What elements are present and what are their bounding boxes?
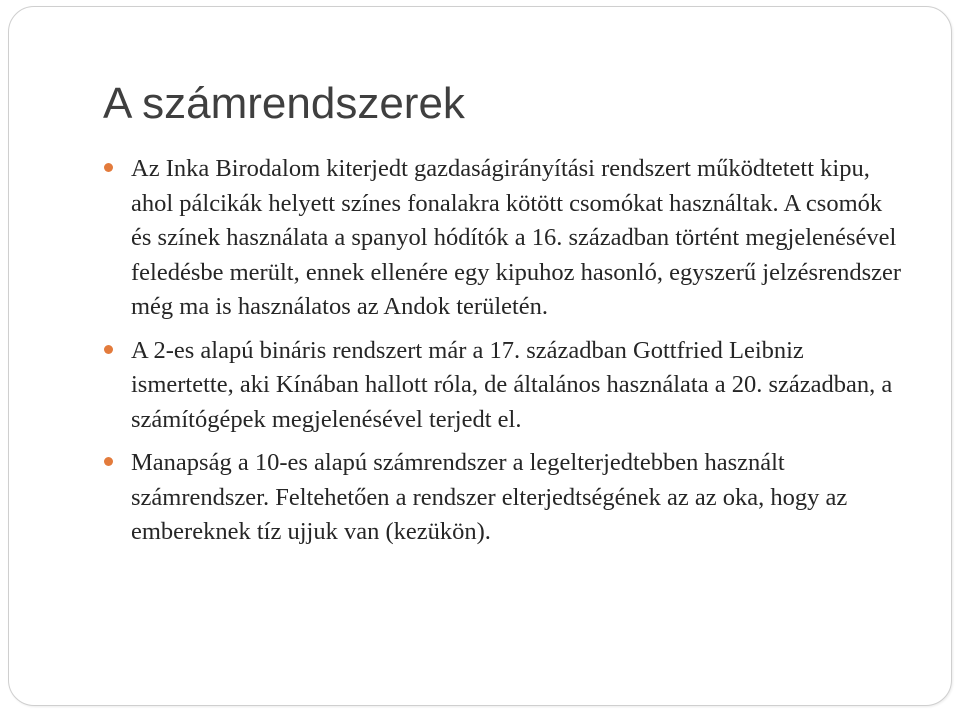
list-item	[104, 334, 904, 438]
slide-title: A számrendszerek	[103, 79, 465, 128]
bullet-dot-icon	[104, 457, 113, 466]
bullet-text: A 2-es alapú bináris rendszert már a 17. században Gottfried Leibniz ismertette, aki Kínában hallott róla, de általános használata a 20. században, a számítógépek megjelenésével terjedt el.	[131, 336, 893, 433]
bullet-dot-icon	[104, 345, 113, 354]
list-item	[104, 152, 904, 325]
bullet-list	[104, 152, 904, 559]
bullet-text: Az Inka Birodalom kiterjedt gazdaságirányítási rendszert működtetett kipu, ahol pálcikák helyett színes fonalakra kötött csomókat használtak. A csomók és színek használata a spanyol hódítók a 16. században történt megjelenésével feledésbe merült, ennek ellenére egy kipuhoz hasonló, egyszerű jelzésrendszer még ma is használatos az Andok területén.	[131, 155, 902, 320]
bullet-text: Manapság a 10-es alapú számrendszer a legelterjedtebben használt számrendszer. Feltehetően a rendszer elterjedtségének az az oka, hogy az embereknek tíz ujjuk van (kezükön).	[131, 449, 848, 545]
list-item	[104, 446, 904, 550]
bullet-dot-icon	[104, 163, 113, 172]
